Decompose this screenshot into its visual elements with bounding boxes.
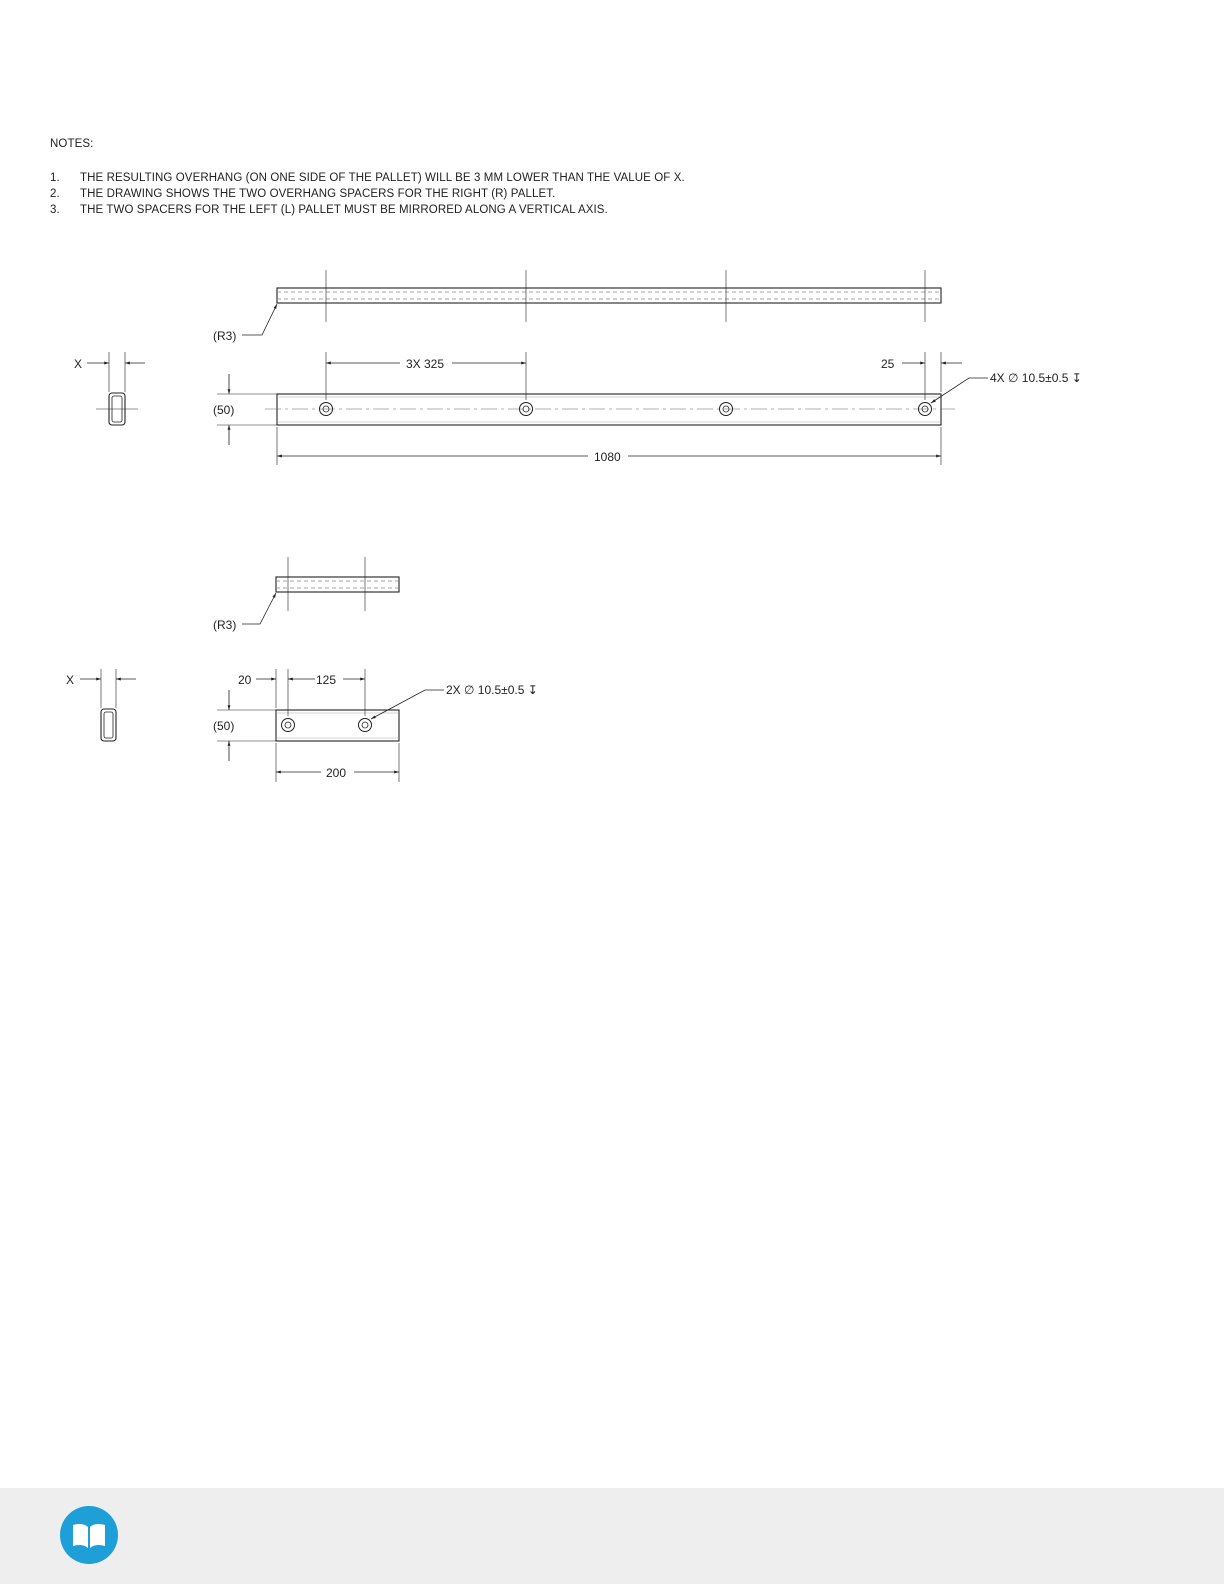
note-text: THE TWO SPACERS FOR THE LEFT (L) PALLET MUST BE MIRRORED ALONG A VERTICAL AXIS.: [80, 204, 608, 216]
short-spacer-length-label: 200: [326, 766, 347, 780]
note-text: THE RESULTING OVERHANG (ON ONE SIDE OF THE PALLET) WILL BE 3 MM LOWER THAN THE VALUE OF X.: [80, 172, 685, 184]
note-number: 2.: [50, 188, 60, 200]
long-spacer-spacing-label: 3X 325: [406, 357, 445, 371]
long-spacer-hole-callout: 4X ∅ 10.5±0.5 ↧: [990, 371, 1082, 385]
long-spacer-length-label: 1080: [594, 450, 621, 464]
note-number: 3.: [50, 204, 60, 216]
long-spacer-top-view: [242, 270, 941, 335]
long-spacer-height-label: (50): [213, 403, 235, 417]
long-spacer-front-view: [217, 352, 988, 465]
long-spacer-front-outline: [277, 394, 941, 425]
book-icon[interactable]: [60, 1506, 118, 1564]
note-number: 1.: [50, 172, 60, 184]
long-spacer-top-outline: [277, 288, 941, 303]
short-spacer-hole: [359, 719, 372, 732]
short-spacer-radius-label: (R3): [213, 618, 237, 632]
short-spacer-height-label: (50): [213, 719, 235, 733]
short-spacer-top-outline: [276, 577, 399, 592]
long-spacer-end-offset-label: 25: [881, 357, 895, 371]
short-spacer-profile: [101, 709, 116, 741]
short-spacer-top-view: [242, 557, 399, 624]
footer-bar: [0, 1488, 1224, 1584]
short-spacer-end-view: [80, 669, 136, 741]
short-spacer-offset-label: 20: [238, 673, 252, 687]
notes-title: NOTES:: [50, 138, 94, 150]
long-spacer-end-view: [87, 352, 145, 425]
short-spacer-width-label: X: [66, 673, 75, 687]
short-spacer-spacing-label: 125: [316, 673, 337, 687]
long-spacer-width-label: X: [74, 357, 83, 371]
short-spacer-hole-callout: 2X ∅ 10.5±0.5 ↧: [446, 683, 538, 697]
long-spacer-radius-label: (R3): [213, 329, 237, 343]
note-text: THE DRAWING SHOWS THE TWO OVERHANG SPACERS FOR THE RIGHT (R) PALLET.: [80, 188, 556, 200]
short-spacer-hole: [282, 719, 295, 732]
